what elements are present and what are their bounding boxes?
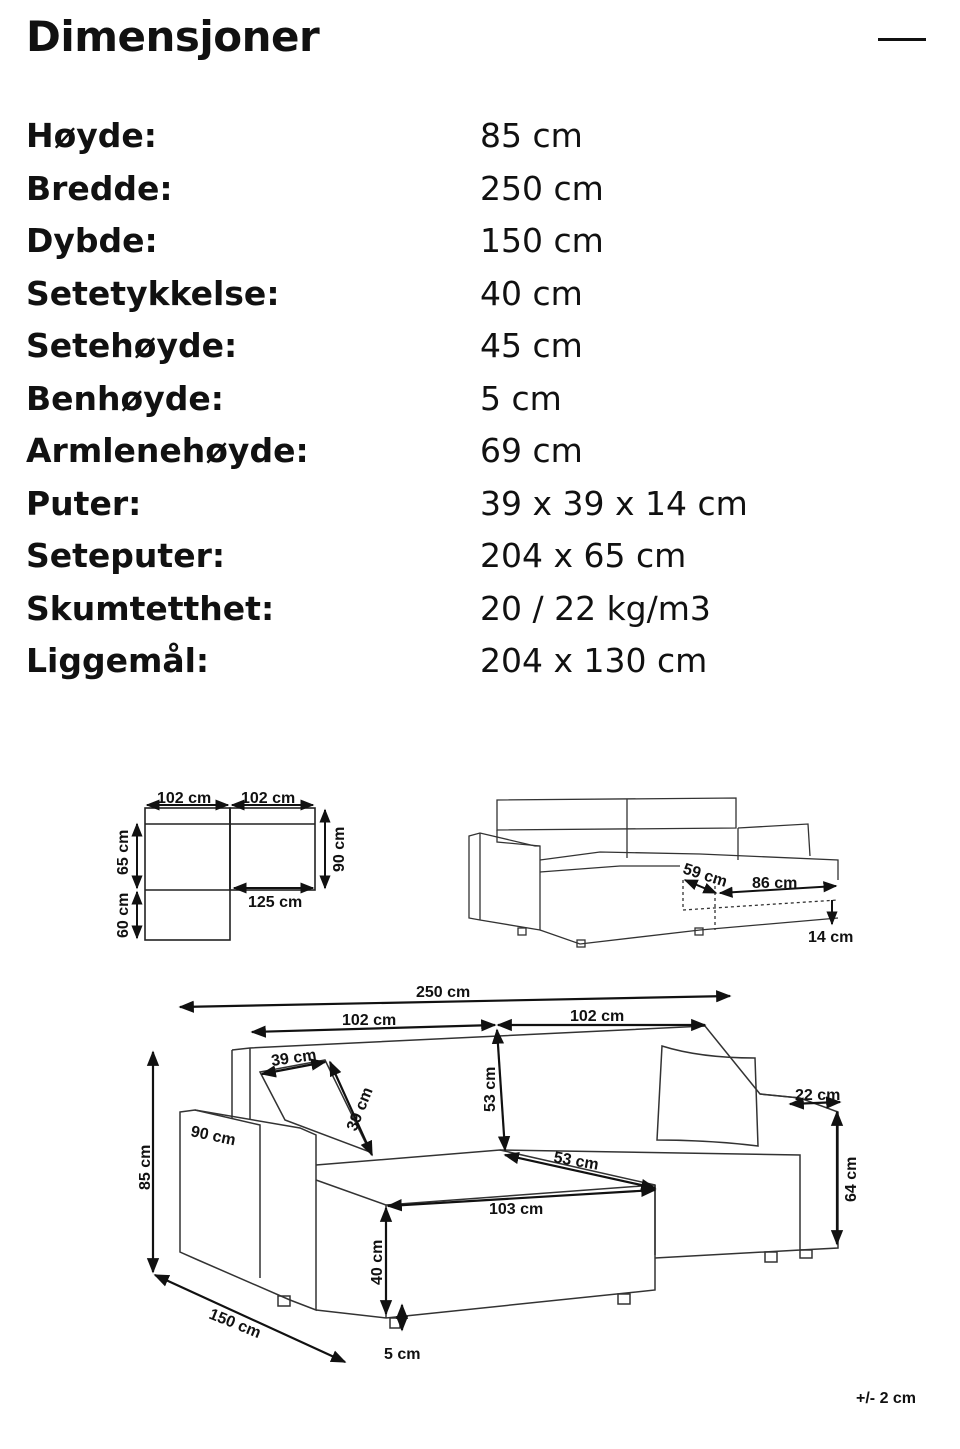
- spec-label: Dybde:: [26, 221, 158, 260]
- tolerance-note: +/- 2 cm: [856, 1390, 917, 1407]
- dim-main-depth: 150 cm: [206, 1305, 264, 1343]
- top-view-dimensions: [137, 805, 325, 938]
- spec-value: 204 x 65 cm: [480, 536, 687, 575]
- dim-main-leg-h: 5 cm: [384, 1346, 421, 1363]
- spec-label: Bredde:: [26, 168, 173, 208]
- dim-main-cushion-h: 39 cm: [343, 1085, 377, 1134]
- dim-bed-pull-w: 86 cm: [752, 875, 798, 892]
- dim-top-w-right: 102 cm: [241, 790, 296, 807]
- bed-view: [469, 798, 838, 947]
- dim-top-h-right: 90 cm: [331, 826, 348, 872]
- spec-label: Benhøyde:: [26, 378, 224, 418]
- dim-main-seg-left: 102 cm: [342, 1012, 397, 1029]
- spec-value: 250 cm: [480, 168, 604, 208]
- dim-main-seat-h: 40 cm: [369, 1239, 386, 1285]
- spec-label: Puter:: [26, 483, 142, 523]
- page-title: Dimensjoner: [26, 12, 320, 61]
- dim-main-chaise-w: 103 cm: [489, 1201, 544, 1218]
- spec-label: Seteputer:: [26, 536, 226, 575]
- spec-value: 150 cm: [480, 221, 604, 260]
- spec-label: Liggemål:: [26, 641, 210, 680]
- dim-main-cushion-w: 39 cm: [270, 1046, 318, 1070]
- spec-label: Høyde:: [26, 116, 158, 155]
- spec-value: 40 cm: [480, 273, 583, 313]
- dim-main-width: 250 cm: [416, 984, 471, 1001]
- spec-label: Setehøyde:: [26, 326, 238, 365]
- spec-value: 39 x 39 x 14 cm: [480, 483, 748, 523]
- spec-value: 5 cm: [480, 378, 562, 418]
- spec-label: Setetykkelse:: [26, 273, 280, 313]
- dim-main-arm-h: 64 cm: [843, 1156, 860, 1202]
- dim-main-back-h: 53 cm: [482, 1066, 499, 1112]
- spec-value: 45 cm: [480, 326, 583, 365]
- spec-label: Skumtetthet:: [26, 588, 275, 628]
- dim-top-bed-w: 125 cm: [248, 894, 303, 911]
- dim-main-height: 85 cm: [137, 1144, 154, 1190]
- dim-top-h-lower: 60 cm: [115, 892, 132, 938]
- spec-value: 20 / 22 kg/m3: [480, 588, 711, 628]
- spec-label: Armlenehøyde:: [26, 431, 309, 470]
- dim-top-w-left: 102 cm: [157, 790, 212, 807]
- dim-top-h-upper: 65 cm: [115, 829, 132, 875]
- dim-main-seg-right: 102 cm: [570, 1008, 625, 1025]
- dim-main-seat-depth: 53 cm: [552, 1149, 600, 1174]
- dim-bed-pull-depth: 59 cm: [680, 860, 730, 891]
- spec-value: 85 cm: [480, 116, 583, 155]
- dim-main-arm-top: 22 cm: [795, 1087, 841, 1104]
- spec-value: 69 cm: [480, 431, 583, 470]
- dim-main-arm-w: 90 cm: [189, 1123, 238, 1150]
- dim-bed-pull-h: 14 cm: [808, 929, 854, 946]
- spec-value: 204 x 130 cm: [480, 641, 708, 680]
- top-view: [145, 808, 315, 940]
